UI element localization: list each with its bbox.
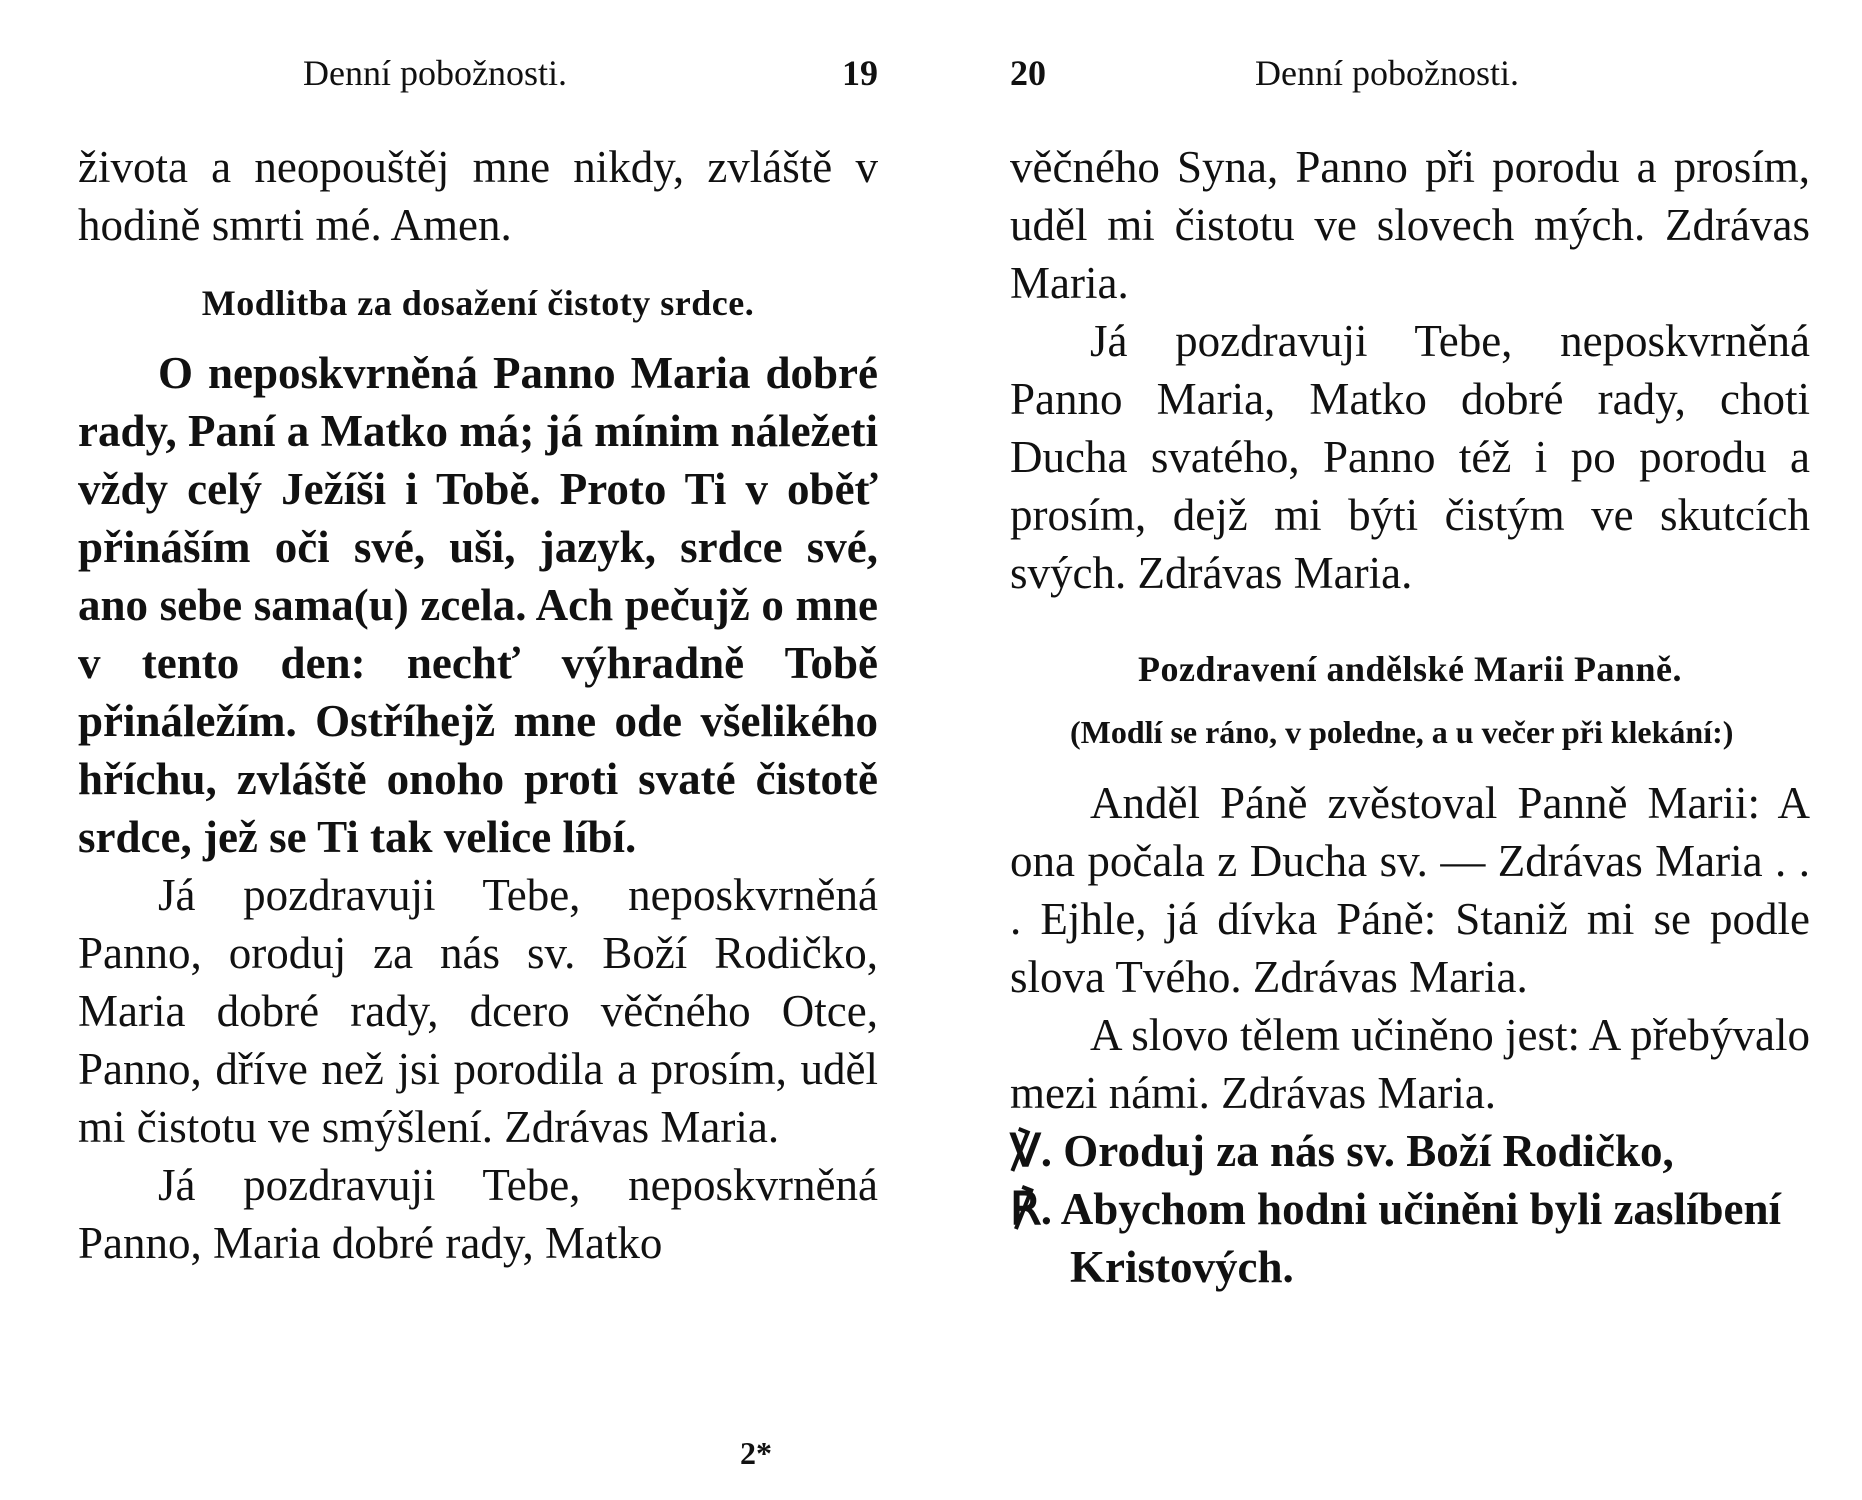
left-running-head (78, 48, 878, 98)
right-continuation-text: věčného Syna, Panno při porodu a prosím, uděl mi čistotu ve slovech mých. Zdrávas Maria. (1010, 142, 1810, 308)
left-body-text (78, 138, 878, 1272)
signature-mark: 2* (740, 1435, 772, 1471)
right-running-title: Denní pobožnosti. (1255, 53, 1519, 93)
right-page (1010, 0, 1810, 1500)
right-body-text (1010, 138, 1810, 1296)
purity-prayer-paragraph: O neposkvrněná Panno Maria dobré rady, Paní a Matko má; já mínim náležeti vždy celý Ježíši i Tobě. Proto Ti v oběť přináším oči své, uši, jazyk, srdce své, ano sebe sama(u) zcela. Ach pečujž o mne v tento den: nechť výhradně Tobě přináležím. Ostříhejž mne ode všelikého hříchu, zvláště onoho proti svaté čistotě srdce, jež se Ti tak velice líbí. (78, 348, 878, 862)
angelus-note: (Modlí se ráno, v poledne, a u večer při klekání:) (1070, 714, 1734, 750)
angelus-paragraph-2: A slovo tělem učiněno jest: A přebývalo mezi námi. Zdrávas Maria. (1010, 1010, 1810, 1118)
versicle-line: ℣. Oroduj za nás sv. Boží Rodičko, (1010, 1126, 1674, 1176)
greeting-paragraph-1: Já pozdravuji Tebe, neposkvrněná Panno, oroduj za nás sv. Boží Rodičko, Maria dobré rady, dcero věčného Otce, Panno, dříve než jsi porodila a prosím, uděl mi čistotu ve smýšlení. Zdrávas Maria. (78, 870, 878, 1152)
angelus-heading: Pozdravení andělské Marii Panně. (1138, 649, 1682, 689)
left-page-number: 19 (842, 53, 878, 93)
right-page-number: 20 (1010, 53, 1046, 93)
left-continuation-text: života a neopouštěj mne nikdy, zvláště v hodině smrti mé. Amen. (78, 142, 878, 250)
angelus-paragraph-1: Anděl Páně zvěstoval Panně Marii: A ona počala z Ducha sv. — Zdrávas Maria . . . Ejhle, já dívka Páně: Staniž mi se podle slova Tvého. Zdrávas Maria. (1010, 778, 1810, 1002)
left-running-title: Denní pobožnosti. (303, 53, 567, 93)
greeting-paragraph-2: Já pozdravuji Tebe, neposkvrněná Panno, Maria dobré rady, Matko (78, 1160, 878, 1268)
right-running-head (1010, 48, 1810, 98)
greeting-paragraph-3: Já pozdravuji Tebe, neposkvrněná Panno Maria, Matko dobré rady, choti Ducha svatého, Panno též i po porodu a prosím, dejž mi býti čistým ve skutcích svých. Zdrávas Maria. (1010, 316, 1810, 598)
purity-prayer-heading: Modlitba za dosažení čistoty srdce. (201, 283, 755, 323)
response-line: ℟. Abychom hodni učiněni byli zaslíbení Kristových. (1010, 1184, 1781, 1292)
left-page (78, 0, 878, 1500)
